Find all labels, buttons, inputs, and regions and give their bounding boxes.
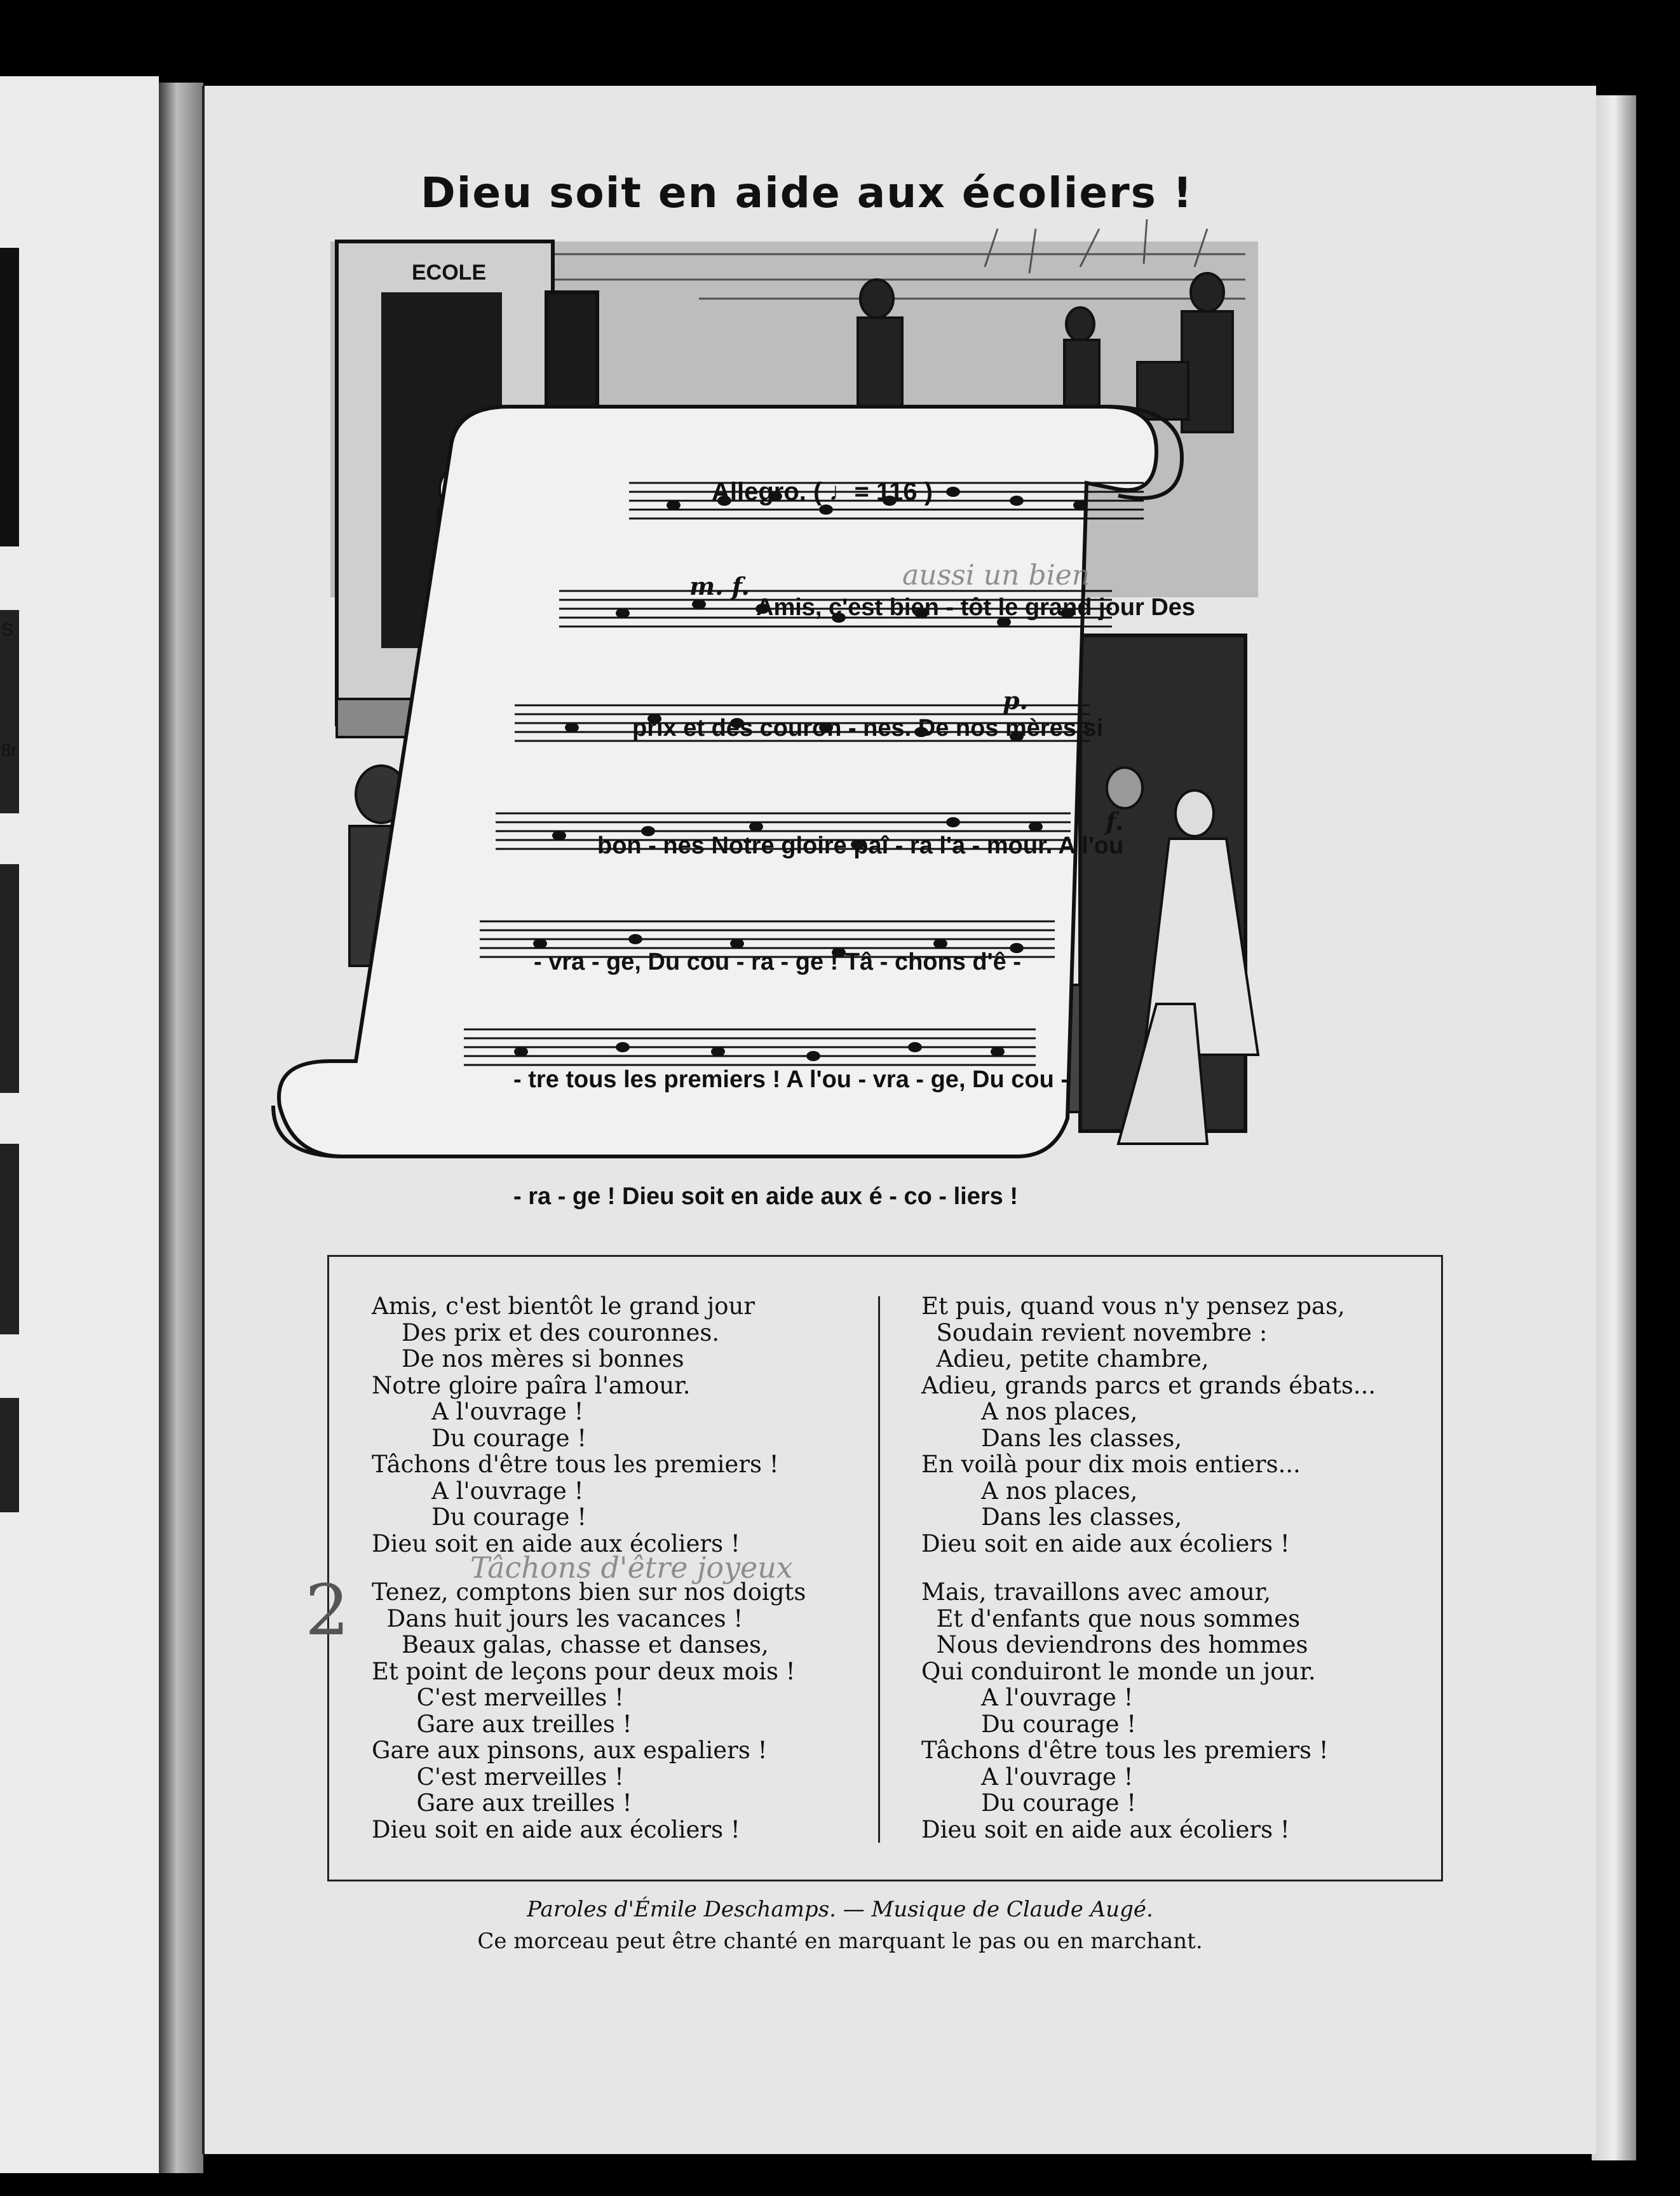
previous-page-mark: 8r: [1, 740, 17, 760]
verse-left-2: Tenez, comptons bien sur nos doigts Dans huit jours les vacances ! Beaux galas, chasse et danses, Et point de leçons pour deux mois ! C'est merveilles ! Gare aux treilles ! Gare aux pinsons, aux espaliers ! C'est merveilles ! Gare aux treilles ! Dieu soit en aide aux écoliers !: [372, 1578, 806, 1843]
lyric-line: prix et des couron - nes. De nos mères si: [632, 715, 1104, 742]
lyric-line: bon - nes Notre gloire paî - ra l'a - mour. A l'ou: [597, 832, 1124, 859]
pencil-note: aussi un bien: [902, 559, 1090, 592]
page-edge: [1592, 95, 1636, 2160]
previous-page-table-strip: [0, 610, 19, 813]
previous-page-table-strip: [0, 864, 19, 1093]
verse-right-1: Et puis, quand vous n'y pensez pas, Soudain revient novembre : Adieu, petite chambre, Adieu, grands parcs et grands ébats... A nos places, Dans les classes, En voilà pour dix mois entiers... A nos places, Dans les classes, Dieu soit en aide aux écoliers !: [921, 1292, 1376, 1557]
handwritten-note: Tâchons d'être joyeux: [470, 1550, 793, 1585]
lyric-line: - tre tous les premiers ! A l'ou - vra - ge, Du cou -: [513, 1066, 1069, 1093]
verse-left-1: Amis, c'est bientôt le grand jour Des prix et des couronnes. De nos mères si bonnes Notre gloire paîra l'amour. A l'ouvrage ! Du courage ! Tâchons d'être tous les premiers ! A l'ouvrage ! Du courage ! Dieu soit en aide aux écoliers !: [372, 1292, 779, 1557]
dynamic-mf: m. f.: [689, 572, 750, 600]
school-sign: ECOLE: [412, 261, 487, 285]
lyric-line: - vra - ge, Du cou - ra - ge ! Tâ - chons d'ê -: [534, 949, 1022, 975]
previous-page-table-strip: [0, 1144, 19, 1334]
credits-performance-note: Ce morceau peut être chanté en marquant le pas ou en marchant.: [477, 1928, 1203, 1954]
column-divider: [878, 1296, 880, 1843]
tempo-marking: Allegro. ( ♩= 116 ): [712, 478, 933, 506]
verse-right-2: Mais, travaillons avec amour, Et d'enfants que nous sommes Nous deviendrons des hommes Qui conduiront le monde un jour. A l'ouvrage ! Du courage ! Tâchons d'être tous les premiers ! A l'ouvrage ! Du courage ! Dieu soit en aide aux écoliers !: [921, 1578, 1329, 1843]
credits-authors: Paroles d'Émile Deschamps. — Musique de Claude Augé.: [527, 1897, 1153, 1922]
dynamic-f: f.: [1106, 807, 1124, 836]
page-title: Dieu soit en aide aux écoliers !: [420, 168, 1193, 217]
previous-page-table-strip: [0, 1398, 19, 1512]
previous-page-mark: S: [1, 620, 13, 639]
handwritten-number: 2: [305, 1569, 349, 1651]
previous-page-dark-strip: [0, 248, 19, 546]
lyric-line: Amis, c'est bien - tôt le grand jour Des: [756, 594, 1196, 621]
dynamic-p: p.: [1003, 686, 1028, 715]
lyric-line: - ra - ge ! Dieu soit en aide aux é - co - liers !: [513, 1183, 1018, 1210]
